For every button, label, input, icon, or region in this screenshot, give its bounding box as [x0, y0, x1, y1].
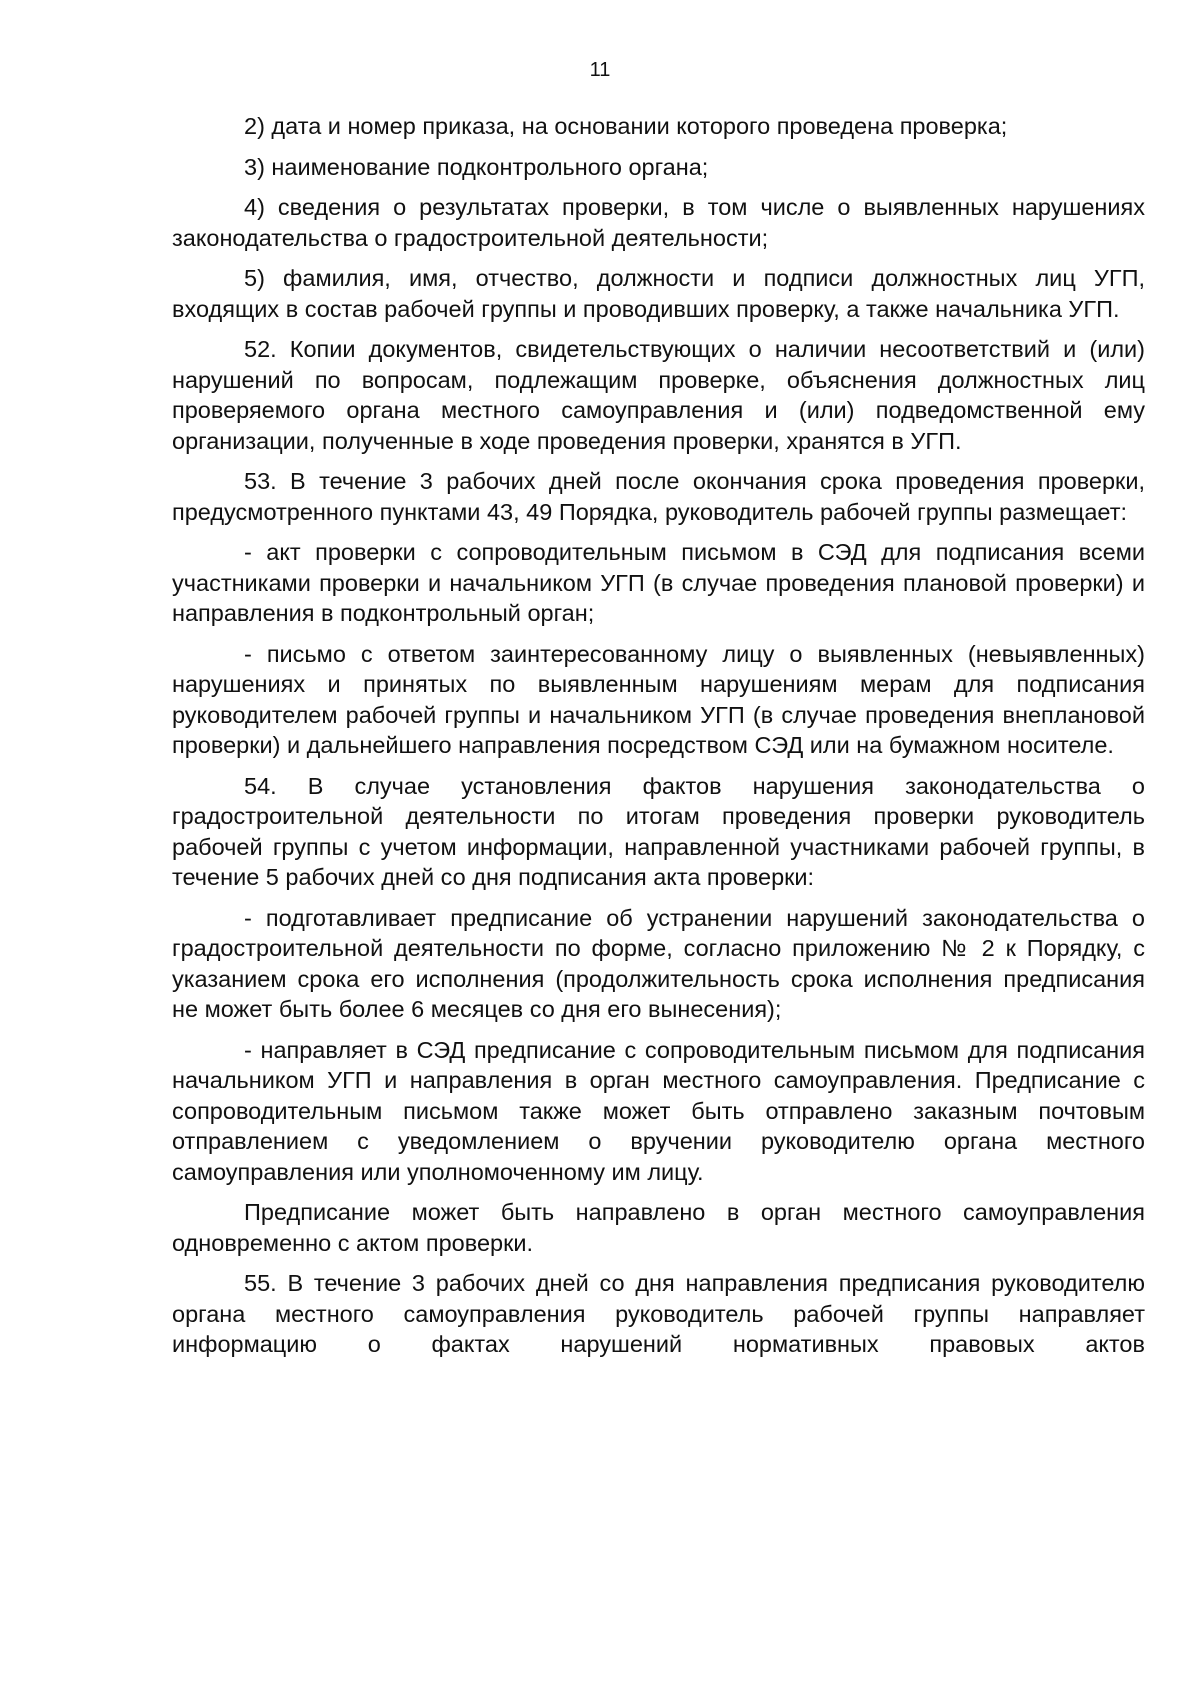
prescription-note: Предписание может быть направлено в орган местного самоуправления одновременно с актом проверки.: [172, 1199, 1145, 1256]
clause-52: 52. Копии документов, свидетельствующих о наличии несоответствий и (или) нарушений по вопросам, подлежащим проверке, объяснения должностных лиц проверяемого органа местного самоуправления и (или) подведомственной ему организации, полученные в ходе проведения проверки, хранятся в УГП.: [172, 336, 1145, 454]
clause-54-prescription-item: - подготавливает предписание об устранении нарушений законодательства о градостроительной деятельности по форме, согласно приложению № 2 к Порядку, с указанием срока его исполнения (продолжительность срока исполнения предписания не может быть более 6 месяцев со дня его вынесения);: [172, 904, 1145, 1022]
clause-53-act-item: - акт проверки с сопроводительным письмом в СЭД для подписания всеми участниками проверки и начальником УГП (в случае проведения плановой проверки) и направления в подконтрольный орган;: [172, 539, 1145, 626]
list-item-officials: 5) фамилия, имя, отчество, должности и подписи должностных лиц УГП, входящих в состав рабочей группы и проводивших проверку, а также начальника УГП.: [172, 265, 1145, 322]
clause-55: 55. В течение 3 рабочих дней со дня направления предписания руководителю органа местного самоуправления руководитель рабочей группы направляет информацию о фактах нарушений нормативных правовых актов: [172, 1270, 1145, 1357]
list-item-authority-name: 3) наименование подконтрольного органа;: [244, 153, 709, 180]
clause-54: 54. В случае установления фактов нарушения законодательства о градостроительной деятельности по итогам проведения проверки руководитель рабочей группы с учетом информации, направленной участниками рабочей группы, в течение 5 рабочих дней со дня подписания акта проверки:: [172, 772, 1145, 890]
page-number: 11: [589, 59, 611, 81]
clause-53: 53. В течение 3 рабочих дней после окончания срока проведения проверки, предусмотренного пунктами 43, 49 Порядка, руководитель рабочей группы размещает:: [172, 468, 1145, 525]
list-item-order-date: 2) дата и номер приказа, на основании которого проведена проверка;: [244, 113, 1008, 139]
clause-53-letter-item: - письмо с ответом заинтересованному лицу о выявленных (невыявленных) нарушениях и принятых по выявленным нарушениям мерам для подписания руководителем рабочей группы и начальником УГП (в случае проведения внеплановой проверки) и дальнейшего направления посредством СЭД или на бумажном носителе.: [172, 640, 1145, 758]
document-body: [172, 111, 1145, 1360]
clause-54-sed-item: - направляет в СЭД предписание с сопроводительным письмом для подписания начальником УГП и направления в орган местного самоуправления. Предписание с сопроводительным письмом также может быть отправлено заказным почтовым отправлением с уведомлением о вручении руководителю органа местного самоуправления или уполномоченному им лицу.: [172, 1036, 1145, 1185]
list-item-inspection-results: 4) сведения о результатах проверки, в том числе о выявленных нарушениях законодательства о градостроительной деятельности;: [172, 194, 1145, 251]
